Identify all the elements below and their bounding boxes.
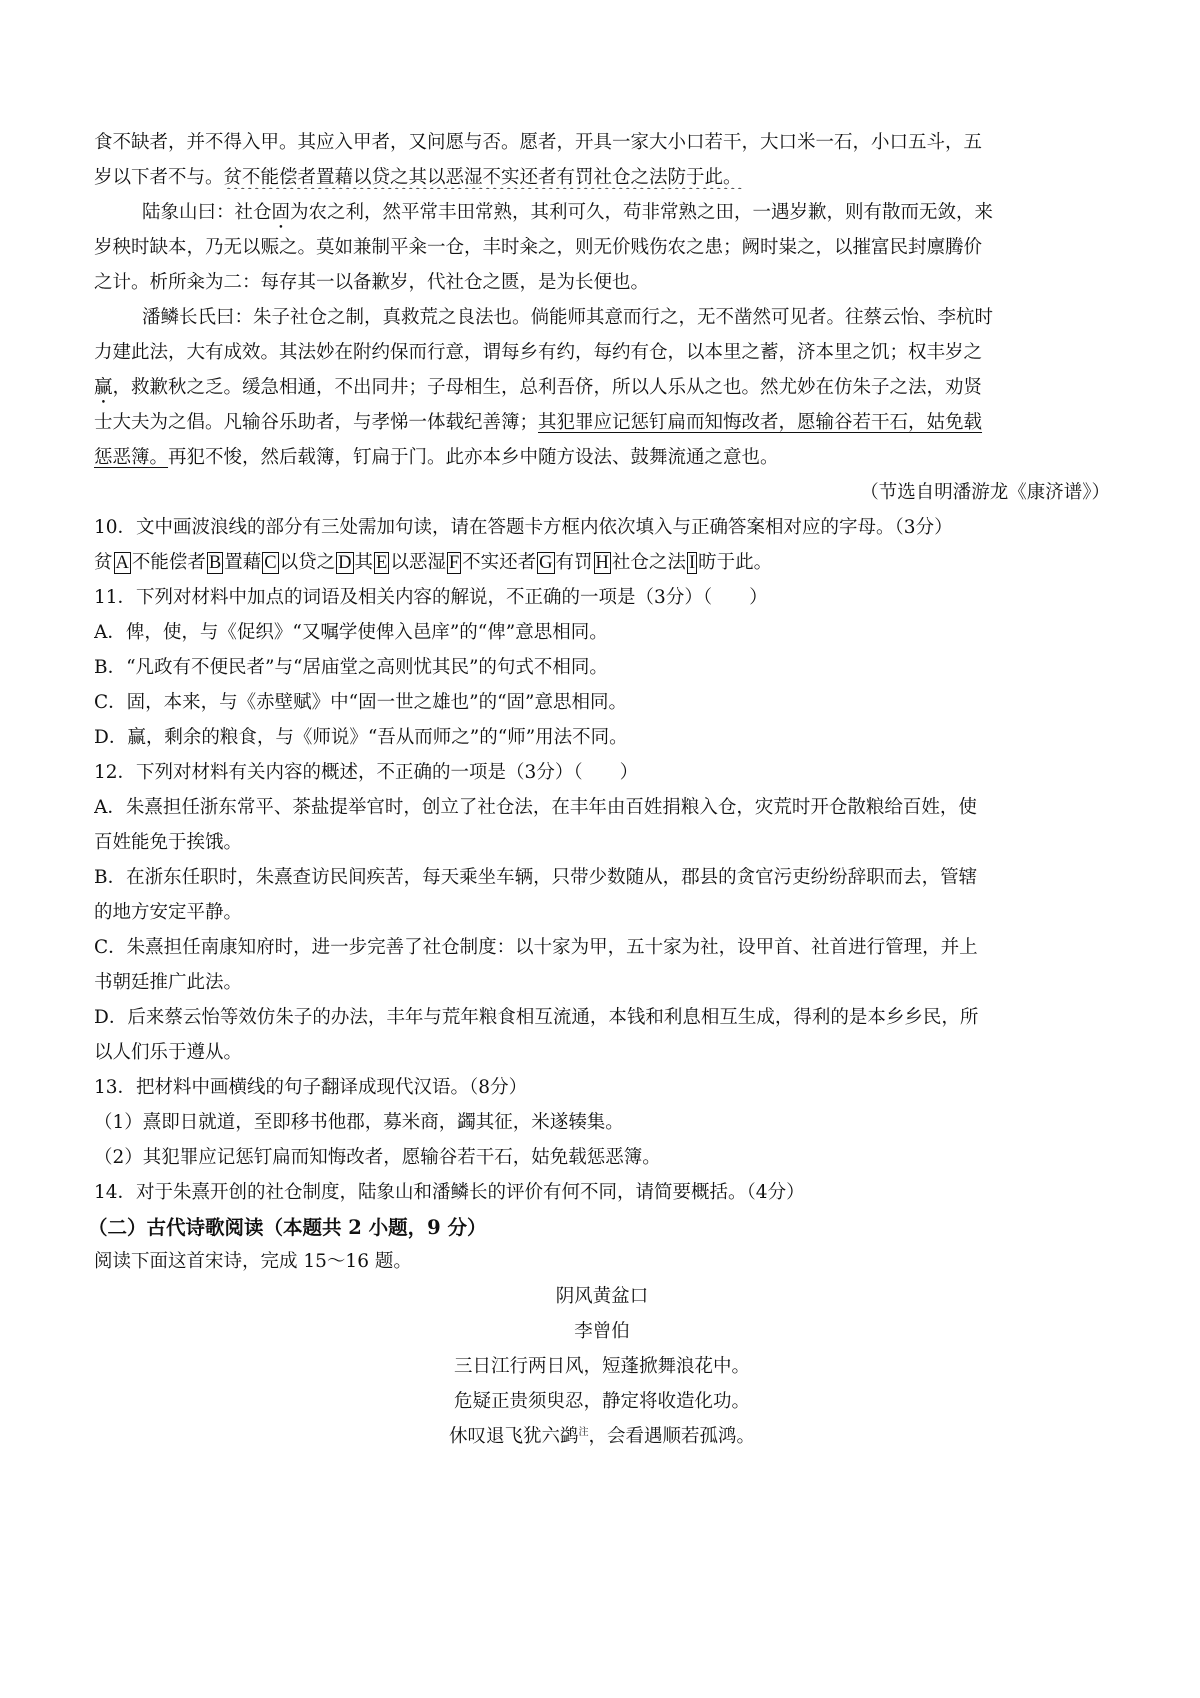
answer-box-h: H (595, 553, 609, 573)
question-11-option-c: C．固，本来，与《赤壁赋》中“固一世之雄也”的“固”意思相同。 (94, 692, 627, 713)
question-12-option-a: A．朱熹担任浙东常平、茶盐提举官时，创立了社仓法，在丰年由百姓捐粮入仓，灾荒时开仓散粮给百姓，使 (94, 797, 977, 818)
question-10-sentence: 贫 A 不能偿者 B 置藉 C 以贷之 D 其 E 以恶湿 F 不实还者 G 有罚 H 社仓之法 I 昉于此。 (94, 552, 773, 573)
question-13-stem: 13．把材料中画横线的句子翻译成现代汉语。（8分） (94, 1077, 528, 1098)
passage-line: 岁秧时缺本，乃无以赈之。莫如兼制平籴一仓，丰时籴之，则无价贱伤农之患；阙时粜之，以摧富民封廪腾价 (94, 237, 983, 258)
passage-line: 惩恶簿。再犯不悛，然后载簿，钉扁于门。此亦本乡中随方设法、鼓舞流通之意也。 (94, 447, 779, 468)
answer-box-g: G (539, 553, 553, 573)
source-citation: （节选自明潘游龙《康济谱》） (860, 482, 1110, 503)
question-12-option-c: C．朱熹担任南康知府时，进一步完善了社仓制度：以十家为甲，五十家为社，设甲首、社首进行管理，并上 (94, 937, 978, 958)
passage-line: 食不缺者，并不得入甲。其应入甲者，又问愿与否。愿者，开具一家大小口若干，大口米一石，小口五斗，五 (94, 132, 983, 153)
question-11-option-b: B．“凡政有不便民者”与“居庙堂之高则忧其民”的句式不相同。 (94, 657, 608, 678)
footnote-marker: 注 (578, 1426, 589, 1438)
passage-line: 士大夫为之倡。凡输谷乐助者，与孝悌一体载纪善簿；其犯罪应记惩钉扁而知悔改者，愿输谷若干石，姑免载 (94, 412, 983, 433)
wavy-underlined-sentence: 贫不能偿者置藉以贷之其以恶湿不实还者有罚社仓之法防于此。 (223, 167, 742, 188)
poem-line: 三日江行两日风，短蓬掀舞浪花中。 (453, 1356, 750, 1377)
answer-box-f: F (448, 553, 460, 573)
question-13-sentence-2: （2）其犯罪应记惩钉扁而知悔改者，愿输谷若干石，姑免载惩恶簿。 (94, 1147, 661, 1168)
question-14-stem: 14．对于朱熹开创的社仓制度，陆象山和潘鳞长的评价有何不同，请简要概括。（4分） (94, 1182, 805, 1203)
section-instruction: 阅读下面这首宋诗，完成 15～16 题。 (94, 1251, 412, 1272)
question-12-stem: 12．下列对材料有关内容的概述，不正确的一项是（3分）（ ） (94, 762, 639, 783)
passage-line: 力建此法，大有成效。其法妙在附约保而行意，谓每乡有约，每约有仓，以本里之蓄，济本里之饥；权丰岁之 (94, 342, 983, 363)
answer-box-c: C (264, 553, 277, 573)
question-12-option-b: B．在浙东任职时，朱熹查访民间疾苦，每天乘坐车辆，只带少数随从，郡县的贪官污吏纷纷辞职而去，管辖 (94, 867, 978, 888)
underlined-sentence: 惩恶簿。 (94, 447, 169, 468)
question-12-option-d-cont: 以人们乐于遵从。 (94, 1042, 243, 1063)
poem-line: 休叹退飞犹六鹢$^注$，会看遇顺若孤鸿。 (448, 1426, 756, 1447)
question-11-option-a: A．俾，使，与《促织》“又嘱学使俾入邑庠”的“俾”意思相同。 (94, 622, 608, 643)
question-10-stem: 10．文中画波浪线的部分有三处需加句读，请在答题卡方框内依次填入与正确答案相对应的字母。（3分） (94, 517, 953, 538)
question-12-option-c-cont: 书朝廷推广此法。 (94, 972, 243, 993)
question-11-stem: 11．下列对材料中加点的词语及相关内容的解说，不正确的一项是（3分）（ ） (94, 587, 768, 608)
question-12-option-d: D．后来蔡云怡等效仿朱子的办法，丰年与荒年粮食相互流通，本钱和利息相互生成，得利的是本乡乡民，所 (94, 1007, 979, 1028)
section-heading: （二）古代诗歌阅读（本题共 2 小题，9 分） (88, 1216, 487, 1239)
passage-line: 岁以下者不与。贫不能偿者置藉以贷之其以恶湿不实还者有罚社仓之法防于此。 (94, 167, 742, 188)
poem-line: 危疑正贵须臾忍，静定将收造化功。 (453, 1391, 750, 1412)
passage-line: 潘鳞长氏曰：朱子社仓之制，真救荒之良法也。倘能师其意而行之，无不凿然可见者。往蔡云怡、李杭时 (142, 307, 994, 328)
passage-line: 之计。析所籴为二：每存其一以备歉岁，代社仓之匮，是为长便也。 (94, 272, 650, 293)
question-12-option-a-cont: 百姓能免于挨饿。 (94, 832, 243, 853)
question-11-option-d: D．赢，剩余的粮食，与《师说》“吾从而师之”的“师”用法不同。 (94, 727, 628, 748)
question-12-option-b-cont: 的地方安定平静。 (94, 902, 243, 923)
answer-box-i: I (688, 553, 696, 573)
question-13-sentence-1: （1）熹即日就道，至即移书他郡，募米商，蠲其征，米遂辏集。 (94, 1112, 624, 1133)
passage-line: 赢，救歉秋之乏。缓急相通，不出同井；子母相生，总利吾侪，所以人乐从之也。然尤妙在仿朱子之法，劝贤 (94, 377, 983, 398)
answer-box-e: E (376, 553, 388, 573)
answer-box-b: B (208, 553, 222, 573)
passage-line: 陆象山曰：社仓固为农之利，然平常丰田常熟，其利可久，苟非常熟之田，一遇岁歉，则有散而无敛，来 (142, 202, 994, 223)
underlined-sentence: 其犯罪应记惩钉扁而知悔改者，愿输谷若干石，姑免载 (538, 412, 983, 433)
poem-author: 李曾伯 (574, 1321, 630, 1342)
dotted-word: 固 (271, 202, 291, 223)
poem-title: 阴风黄盆口 (555, 1286, 649, 1307)
answer-box-a: A (115, 553, 129, 573)
dotted-word: 赢 (94, 377, 113, 398)
answer-box-d: D (338, 553, 352, 573)
